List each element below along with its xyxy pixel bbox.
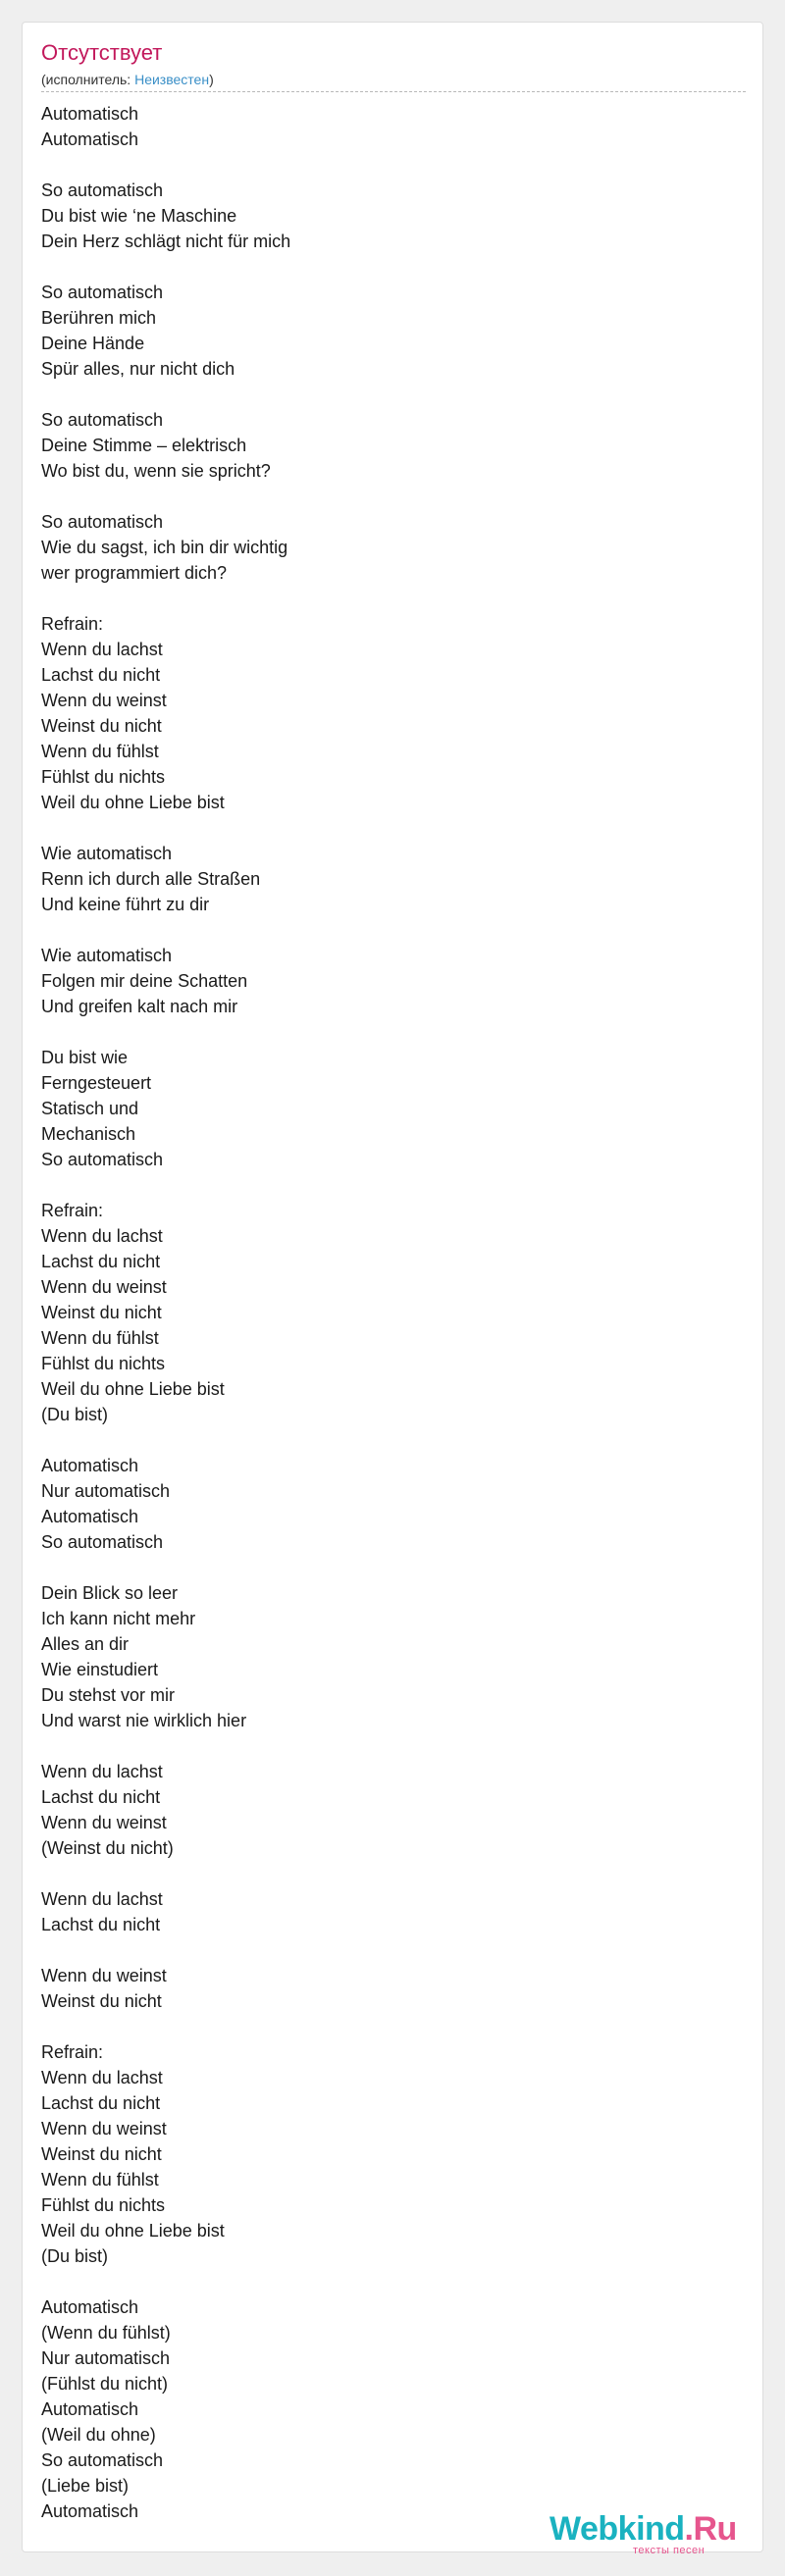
lyric-line: Weil du ohne Liebe bist [41,793,225,812]
lyric-line: Nur automatisch [41,2348,171,2368]
lyric-line: So automatisch [41,512,164,532]
lyric-line: Wie einstudiert [41,1660,159,1679]
stanza-break [41,1555,728,1580]
lyric-line: So automatisch [41,410,164,430]
stanza-break [41,917,728,943]
lyric-line: Wenn du weinst [41,1277,167,1297]
lyric-line: (Wenn du fühlst) [41,2323,171,2343]
stanza-break [41,484,728,509]
artist-link[interactable]: Неизвестен [134,72,210,87]
lyric-line: (Weil du ohne) [41,2425,156,2445]
lyric-line: Alles an dir [41,1634,130,1654]
lyric-line: Wenn du weinst [41,1966,167,1985]
lyric-line: Und keine führt zu dir [41,895,210,914]
lyric-line: (Weinst du nicht) [41,1838,174,1858]
stanza-break [41,1937,728,1963]
lyric-line: So automatisch [41,1532,164,1552]
lyric-line: Wie automatisch [41,946,173,965]
lyric-line: So automatisch [41,283,164,302]
lyric-line: Wenn du lachst [41,1762,163,1781]
lyric-line: Du bist wie ‘ne Maschine [41,206,237,226]
stanza-break [41,254,728,280]
lyric-line: Wenn du lachst [41,1226,163,1246]
lyric-line: Dein Blick so leer [41,1583,179,1603]
lyric-line: Berühren mich [41,308,157,328]
lyric-line: Refrain: [41,2042,104,2062]
lyric-line: Deine Stimme – elektrisch [41,436,247,455]
stanza-break [41,815,728,841]
lyric-line: (Du bist) [41,2246,109,2266]
lyric-line: Automatisch [41,2501,139,2521]
lyric-line: Weinst du nicht [41,2144,162,2164]
logo-wordmark [550,2509,737,2549]
lyric-line: So automatisch [41,180,164,200]
lyric-line: Automatisch [41,2399,139,2419]
lyric-line: Automatisch [41,2297,139,2317]
lyric-line: Refrain: [41,1201,104,1220]
lyric-line: Automatisch [41,1507,139,1526]
lyric-line: Fühlst du nichts [41,2195,166,2215]
lyric-line: Wie automatisch [41,844,173,863]
lyric-line: Refrain: [41,614,104,634]
lyric-line: (Liebe bist) [41,2476,130,2496]
lyric-line: (Du bist) [41,1405,109,1424]
lyric-line: Wenn du weinst [41,1813,167,1832]
lyric-line: Wenn du weinst [41,2119,167,2138]
lyric-line: Folgen mir deine Schatten [41,971,248,991]
lyric-line: Weinst du nicht [41,1991,162,2011]
lyric-line: Weil du ohne Liebe bist [41,1379,225,1399]
lyric-line: Automatisch [41,104,139,124]
artist-byline [41,71,214,88]
lyric-line: Automatisch [41,129,139,149]
lyric-line: So automatisch [41,2450,164,2470]
stanza-break [41,1427,728,1453]
lyric-line: (Fühlst du nicht) [41,2374,169,2394]
lyrics-card [22,22,763,2552]
lyric-line: Wenn du lachst [41,2068,163,2087]
lyric-line: Mechanisch [41,1124,136,1144]
lyric-line: Renn ich durch alle Straßen [41,869,261,889]
lyric-line: Wenn du fühlst [41,742,159,761]
lyric-line: Wenn du fühlst [41,1328,159,1348]
lyric-line: Wenn du fühlst [41,2170,159,2190]
byline-prefix: (исполнитель: [41,72,135,87]
stanza-break [41,1861,728,1886]
lyric-line: Fühlst du nichts [41,767,166,787]
lyric-line: So automatisch [41,1150,164,1169]
lyrics-text [41,101,728,2524]
byline-suffix: ) [209,72,214,87]
lyric-line: Und greifen kalt nach mir [41,997,238,1016]
lyric-line: Lachst du nicht [41,1252,161,1271]
stanza-break [41,2014,728,2039]
lyric-line: Weinst du nicht [41,1303,162,1322]
stanza-break [41,1733,728,1759]
logo-name: Webkind [550,2510,685,2548]
lyric-line: Automatisch [41,1456,139,1475]
lyric-line: Weinst du nicht [41,716,162,736]
lyric-line: Wo bist du, wenn sie spricht? [41,461,271,481]
lyric-line: Lachst du nicht [41,665,161,685]
lyric-line: Wenn du weinst [41,691,167,710]
stanza-break [41,382,728,407]
lyric-line: Weil du ohne Liebe bist [41,2221,225,2241]
lyric-line: Du bist wie [41,1048,129,1067]
lyric-line: Fühlst du nichts [41,1354,166,1373]
stanza-break [41,1019,728,1045]
lyric-line: Ferngesteuert [41,1073,152,1093]
stanza-break [41,2269,728,2294]
lyric-line: Nur automatisch [41,1481,171,1501]
lyric-line: Lachst du nicht [41,2093,161,2113]
logo-tld: .Ru [684,2510,737,2548]
divider [41,91,746,92]
stanza-break [41,152,728,178]
stanza-break [41,586,728,611]
lyric-line: Und warst nie wirklich hier [41,1711,247,1730]
lyric-line: Ich kann nicht mehr [41,1609,196,1628]
lyric-line: Deine Hände [41,334,145,353]
lyric-line: Spür alles, nur nicht dich [41,359,236,379]
lyric-line: Wenn du lachst [41,1889,163,1909]
lyric-line: Du stehst vor mir [41,1685,176,1705]
lyric-line: Wenn du lachst [41,640,163,659]
stanza-break [41,1172,728,1198]
lyric-line: Lachst du nicht [41,1915,161,1934]
site-logo[interactable] [550,2509,765,2558]
lyric-line: Lachst du nicht [41,1787,161,1807]
lyric-line: Dein Herz schlägt nicht für mich [41,232,291,251]
song-title: Отсутствует [41,40,163,65]
logo-tagline: тексты песен [633,2545,706,2556]
lyric-line: Statisch und [41,1099,139,1118]
lyric-line: Wie du sagst, ich bin dir wichtig [41,538,288,557]
lyric-line: wer programmiert dich? [41,563,228,583]
